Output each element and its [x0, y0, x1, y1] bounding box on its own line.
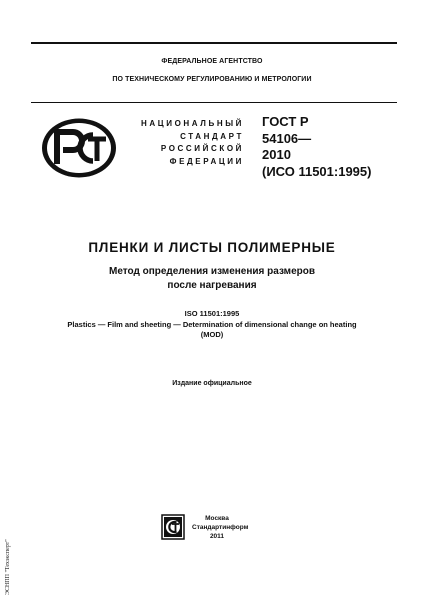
standard-designation: [262, 114, 371, 180]
publisher-name: Стандартинформ: [192, 524, 249, 531]
designation-line-3: 2010: [262, 147, 291, 162]
agency-line-2: ПО ТЕХНИЧЕСКОМУ РЕГУЛИРОВАНИЮ И МЕТРОЛОГИИ: [112, 76, 312, 83]
publisher-imprint: [192, 514, 249, 541]
publisher-city: Москва: [205, 515, 229, 522]
iso-reference: [0, 309, 424, 341]
national-standard-line-3: РОССИЙСКОЙ: [160, 144, 244, 153]
edition-label: Издание официальное: [172, 380, 252, 387]
header-rule: [31, 102, 397, 103]
document-title: ПЛЕНКИ И ЛИСТЫ ПОЛИМЕРНЫЕ: [88, 240, 336, 255]
document-subtitle: [0, 265, 424, 293]
side-watermark: ЭСНПП "Техэксперт": [5, 539, 11, 595]
iso-mod: (MOD): [200, 330, 224, 339]
designation-line-2: 54106—: [262, 130, 312, 146]
designation-line-1: ГОСТ Р: [262, 114, 309, 129]
national-standard-line-1: НАЦИОНАЛЬНЫЙ: [141, 119, 244, 128]
rst-certification-mark-icon: [40, 117, 118, 179]
national-standard-line-4: ФЕДЕРАЦИИ: [169, 156, 244, 166]
iso-english-title: Plastics — Film and sheeting — Determination of dimensional change on heating: [67, 319, 357, 329]
iso-number: ISO 11501:1995: [184, 309, 240, 318]
national-standard-label: [122, 118, 244, 168]
agency-line-1: ФЕДЕРАЛЬНОЕ АГЕНТСТВО: [161, 58, 263, 65]
standartinform-logo-icon: [161, 514, 185, 540]
top-rule: [31, 42, 397, 44]
subtitle-line-1: Метод определения изменения размеров: [108, 266, 315, 277]
designation-line-4: (ИСО 11501:1995): [262, 163, 372, 179]
national-standard-line-2: СТАНДАРТ: [180, 131, 244, 141]
publisher-year: 2011: [209, 533, 225, 540]
subtitle-line-2: после нагревания: [167, 280, 257, 291]
